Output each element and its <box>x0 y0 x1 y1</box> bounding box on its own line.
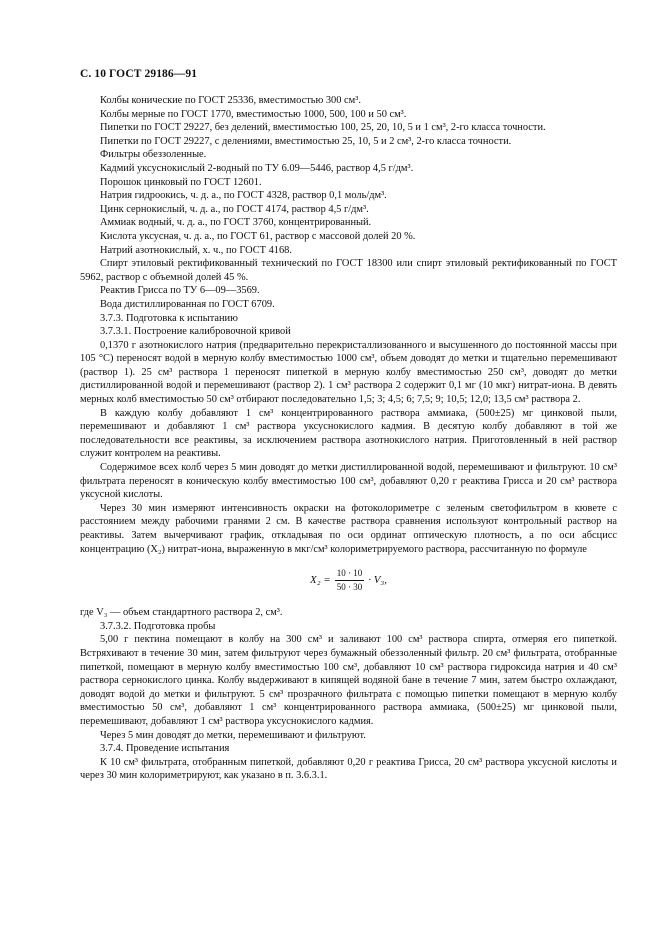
paragraph: Через 5 мин доводят до метки, перемешивают и фильтруют. <box>100 729 366 741</box>
paragraph: Пипетки по ГОСТ 29227, с делениями, вместимостью 25, 10, 5 и 2 см³, 2-го класса точности. <box>100 135 512 147</box>
formula-fraction <box>335 568 365 593</box>
paragraph: Вода дистиллированная по ГОСТ 6709. <box>100 298 275 310</box>
paragraph: Цинк сернокислый, ч. д. а., по ГОСТ 4174, раствор 4,5 г/дм³. <box>100 203 369 215</box>
paragraph: где V₃ — объем стандартного раствора 2, см³. <box>80 607 283 619</box>
paragraph: Реактив Грисса по ТУ 6—09—3569. <box>100 285 260 297</box>
formula-numerator: 10 · 10 <box>335 568 365 581</box>
section-heading: 3.7.3. Подготовка к испытанию <box>100 312 238 324</box>
paragraph: Кислота уксусная, ч. д. а., по ГОСТ 61, раствор с массовой долей 20 %. <box>100 230 416 242</box>
paragraph: Содержимое всех колб через 5 мин доводят до метки дистиллированной водой, перемешивают и фильтруют. 10 см³ фильтрата переносят в коническую колбу вместимостью 100 см³, добавляют 0,20 г реактива Грисса и 20 см³ раствора уксусной кислоты. <box>80 462 617 501</box>
paragraph: В каждую колбу добавляют 1 см³ концентрированного раствора аммиака, (500±25) мг цинковой пыли, перемешивают и добавляют 1 см³ раствора уксуснокислого кадмия. В десятую колбу добавляют в той же последовательности все реактивы, за исключением раствора азотнокислого натрия. Приготовленный в ней раствор служит контролем на реактивы. <box>80 407 617 460</box>
formula <box>80 566 617 594</box>
paragraph: Кадмий уксуснокислый 2-водный по ТУ 6.09—5446, раствор 4,5 г/дм³. <box>100 162 414 174</box>
document-page <box>80 68 617 783</box>
paragraph: К 10 см³ фильтрата, отобранным пипеткой, добавляют 0,20 г реактива Грисса, 20 см³ раствора уксусной кислоты и через 30 мин колориметрируют, как указано в п. 3.6.3.1. <box>80 756 617 782</box>
section-heading: 3.7.3.1. Построение калибровочной кривой <box>100 326 291 338</box>
paragraph: 0,1370 г азотнокислого натрия (предварительно перекристаллизованного и высушенного до постоянной массы при 105 °С) переносят водой в мерную колбу вместимостью 1000 см³, объем доводят до метки и тщательно перемешивают (раствор 1). 25 см³ раствора 1 переносят пипеткой в мерную колбу вместимостью 250 см³, доводят до метки дистиллированной водой и перемешивают (раствор 2). 1 см³ раствора 2 содержит 0,1 мг (10 мкг) нитрат-иона. В девять мерных колб вместимостью 50 см³ отбирают последовательно 1,5; 3; 4,5; 6; 7,5; 9; 10,5; 12,0; 13,5 см³ раствора 2. <box>80 339 617 406</box>
section-heading: 3.7.3.2. Подготовка пробы <box>100 620 216 632</box>
paragraph: Натрий азотнокислый, х. ч., по ГОСТ 4168. <box>100 244 292 256</box>
paragraph: Аммиак водный, ч. д. а., по ГОСТ 3760, концентрированный. <box>100 217 372 229</box>
formula-lhs: X₂ = <box>309 574 331 587</box>
paragraph: Колбы конические по ГОСТ 25336, вместимостью 300 см³. <box>100 95 361 106</box>
formula-rhs: · V₃, <box>368 574 387 587</box>
paragraph: Порошок цинковый по ГОСТ 12601. <box>100 176 262 188</box>
paragraph: Пипетки по ГОСТ 29227, без делений, вместимостью 100, 25, 20, 10, 5 и 1 см³, 2-го класса точности. <box>100 122 546 134</box>
paragraph: Спирт этиловый ректификованный технический по ГОСТ 18300 или спирт этиловый ректификованный по ГОСТ 5962, раствор с объемной долей 45 %. <box>80 258 617 283</box>
section-heading: 3.7.4. Проведение испытания <box>100 743 230 755</box>
body-section-1 <box>80 94 617 556</box>
paragraph: Фильтры обеззоленные. <box>100 149 207 161</box>
paragraph: 5,00 г пектина помещают в колбу на 300 см³ и заливают 100 см³ раствора спирта, отмеряя его пипеткой. Встряхивают в течение 30 мин, затем фильтруют через бумажный обеззоленный фильтр. 20 см³ фильтрата, отобранные пипеткой, помещают в мерную колбу вместимостью 100 см³, добавляют 10 см³ раствора гидроксида натрия и 40 см³ раствора сернокислого цинка. Колбу выдерживают в кипящей водяной бане в течение 7 мин, затем быстро охлаждают, доводят водой до метки и фильтруют. 5 см³ прозрачного фильтрата с помощью пипетки помещают в мерную колбу вместимостью 50 см³, добавляют 1 см³ концентрированного раствора аммиака, (500±25) мг цинковой пыли, перемешивают, добавляют 1 см³ раствора уксуснокислого кадмия. <box>80 634 617 727</box>
body-section-2 <box>80 606 617 783</box>
formula-denominator: 50 · 30 <box>336 581 363 592</box>
paragraph: Натрия гидроокись, ч. д. а., по ГОСТ 4328, раствор 0,1 моль/дм³. <box>100 190 387 202</box>
paragraph: Через 30 мин измеряют интенсивность окраски на фотоколориметре с зеленым светофильтром в кювете с расстоянием между рабочими гранями 2 см. В качестве раствора сравнения используют контрольный раствор на реактивы. Затем вычерчивают график, откладывая по оси ординат оптическую плотность, а по оси абсцисс концентрацию (X₂) нитрат-иона, выраженную в мкг/см³ колориметрируемого раствора, рассчитанную по формуле <box>80 502 617 555</box>
paragraph: Колбы мерные по ГОСТ 1770, вместимостью 1000, 500, 100 и 50 см³. <box>100 108 407 120</box>
page-header: С. 10 ГОСТ 29186—91 <box>80 68 198 80</box>
